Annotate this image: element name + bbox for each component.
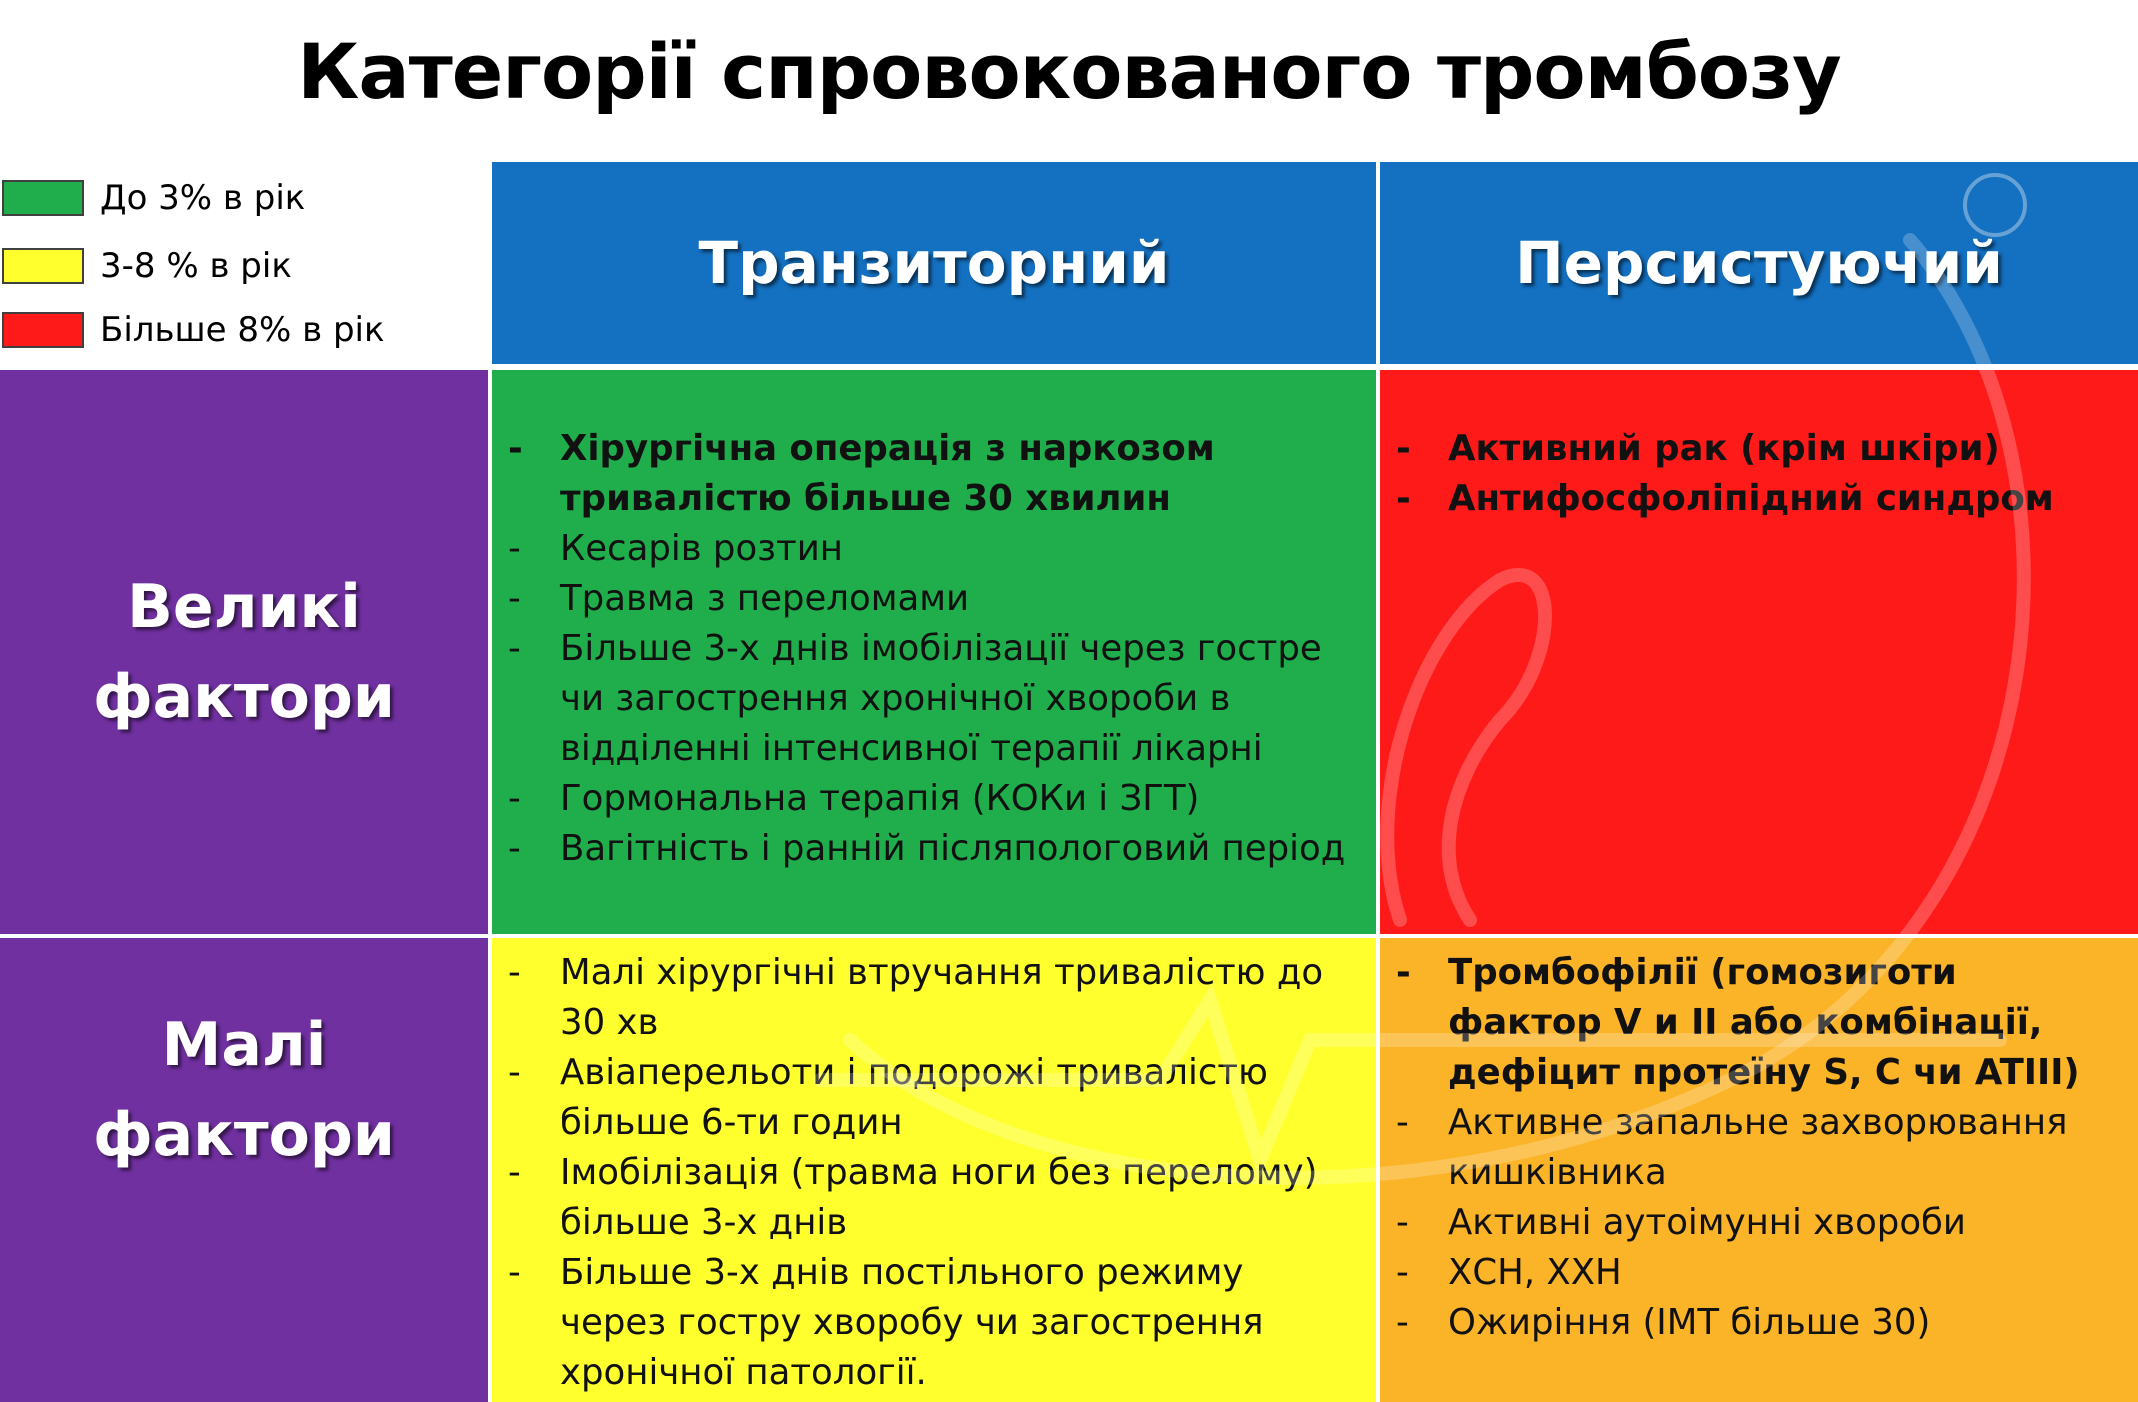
legend-swatch-red (2, 312, 84, 348)
row-header-line: Великі (127, 572, 361, 642)
list-item: - Активний рак (крім шкіри) (1380, 424, 2118, 474)
legend-label: До 3% в рік (100, 178, 306, 218)
column-header-transient: Транзиторний (492, 162, 1376, 364)
list-item: - Ожиріння (ІМТ більше 30) (1380, 1298, 2118, 1348)
list-item: - Вагітність і ранній післяпологовий період (492, 824, 1348, 874)
list-item: - Антифосфоліпідний синдром (1380, 474, 2118, 524)
cell-major-persistent (1380, 370, 2138, 934)
list-item: - Більше 3-х днів імобілізації через гостре чи загострення хронічної хвороби в відділенні інтенсивної терапії лікарні (492, 624, 1348, 774)
list-item: - Тромбофілії (гомозиготи фактор V и II або комбінації, дефіцит протеїну S, C чи ATIII) (1380, 948, 2118, 1098)
legend-item-yellow (0, 246, 292, 286)
legend-swatch-yellow (2, 248, 84, 284)
list-item: - Активні аутоімунні хвороби (1380, 1198, 2118, 1248)
row-header-line: фактори (93, 662, 395, 732)
factor-list (492, 948, 1348, 1398)
factor-list (492, 424, 1348, 874)
list-item: - Хірургічна операція з наркозом тривалістю більше 30 хвилин (492, 424, 1348, 524)
list-item: - Малі хірургічні втручання тривалістю до 30 хв (492, 948, 1348, 1048)
legend-swatch-green (2, 180, 84, 216)
cell-minor-persistent (1380, 938, 2138, 1402)
list-item: - ХСН, ХХН (1380, 1248, 2118, 1298)
legend-label: Більше 8% в рік (100, 310, 385, 350)
row-header-line: Малі (161, 1010, 327, 1080)
row-header-major-label (93, 562, 395, 742)
row-header-major (0, 370, 488, 934)
list-item: - Гормональна терапія (КОКи і ЗГТ) (492, 774, 1348, 824)
list-item: - Більше 3-х днів постільного режиму через гостру хворобу чи загострення хронічної патології. (492, 1248, 1348, 1398)
column-header-persistent: Персистуючий (1380, 162, 2138, 364)
cell-minor-transient (492, 938, 1376, 1402)
factor-list (1380, 424, 2118, 524)
row-header-minor (0, 938, 488, 1402)
page-title: Категорії спровокованого тромбозу (297, 27, 1841, 116)
legend-label: 3-8 % в рік (100, 246, 292, 286)
list-item: - Імобілізація (травма ноги без перелому) більше 3-х днів (492, 1148, 1348, 1248)
list-item: - Авіаперельоти і подорожі тривалістю більше 6-ти годин (492, 1048, 1348, 1148)
factor-list (1380, 948, 2118, 1348)
row-header-minor-label (93, 1000, 395, 1180)
list-item: - Травма з переломами (492, 574, 1348, 624)
cell-major-transient (492, 370, 1376, 934)
row-header-line: фактори (93, 1100, 395, 1170)
list-item: - Активне запальне захворювання кишківника (1380, 1098, 2118, 1198)
legend-item-red (0, 310, 385, 350)
legend-item-green (0, 178, 305, 218)
list-item: - Кесарів розтин (492, 524, 1348, 574)
